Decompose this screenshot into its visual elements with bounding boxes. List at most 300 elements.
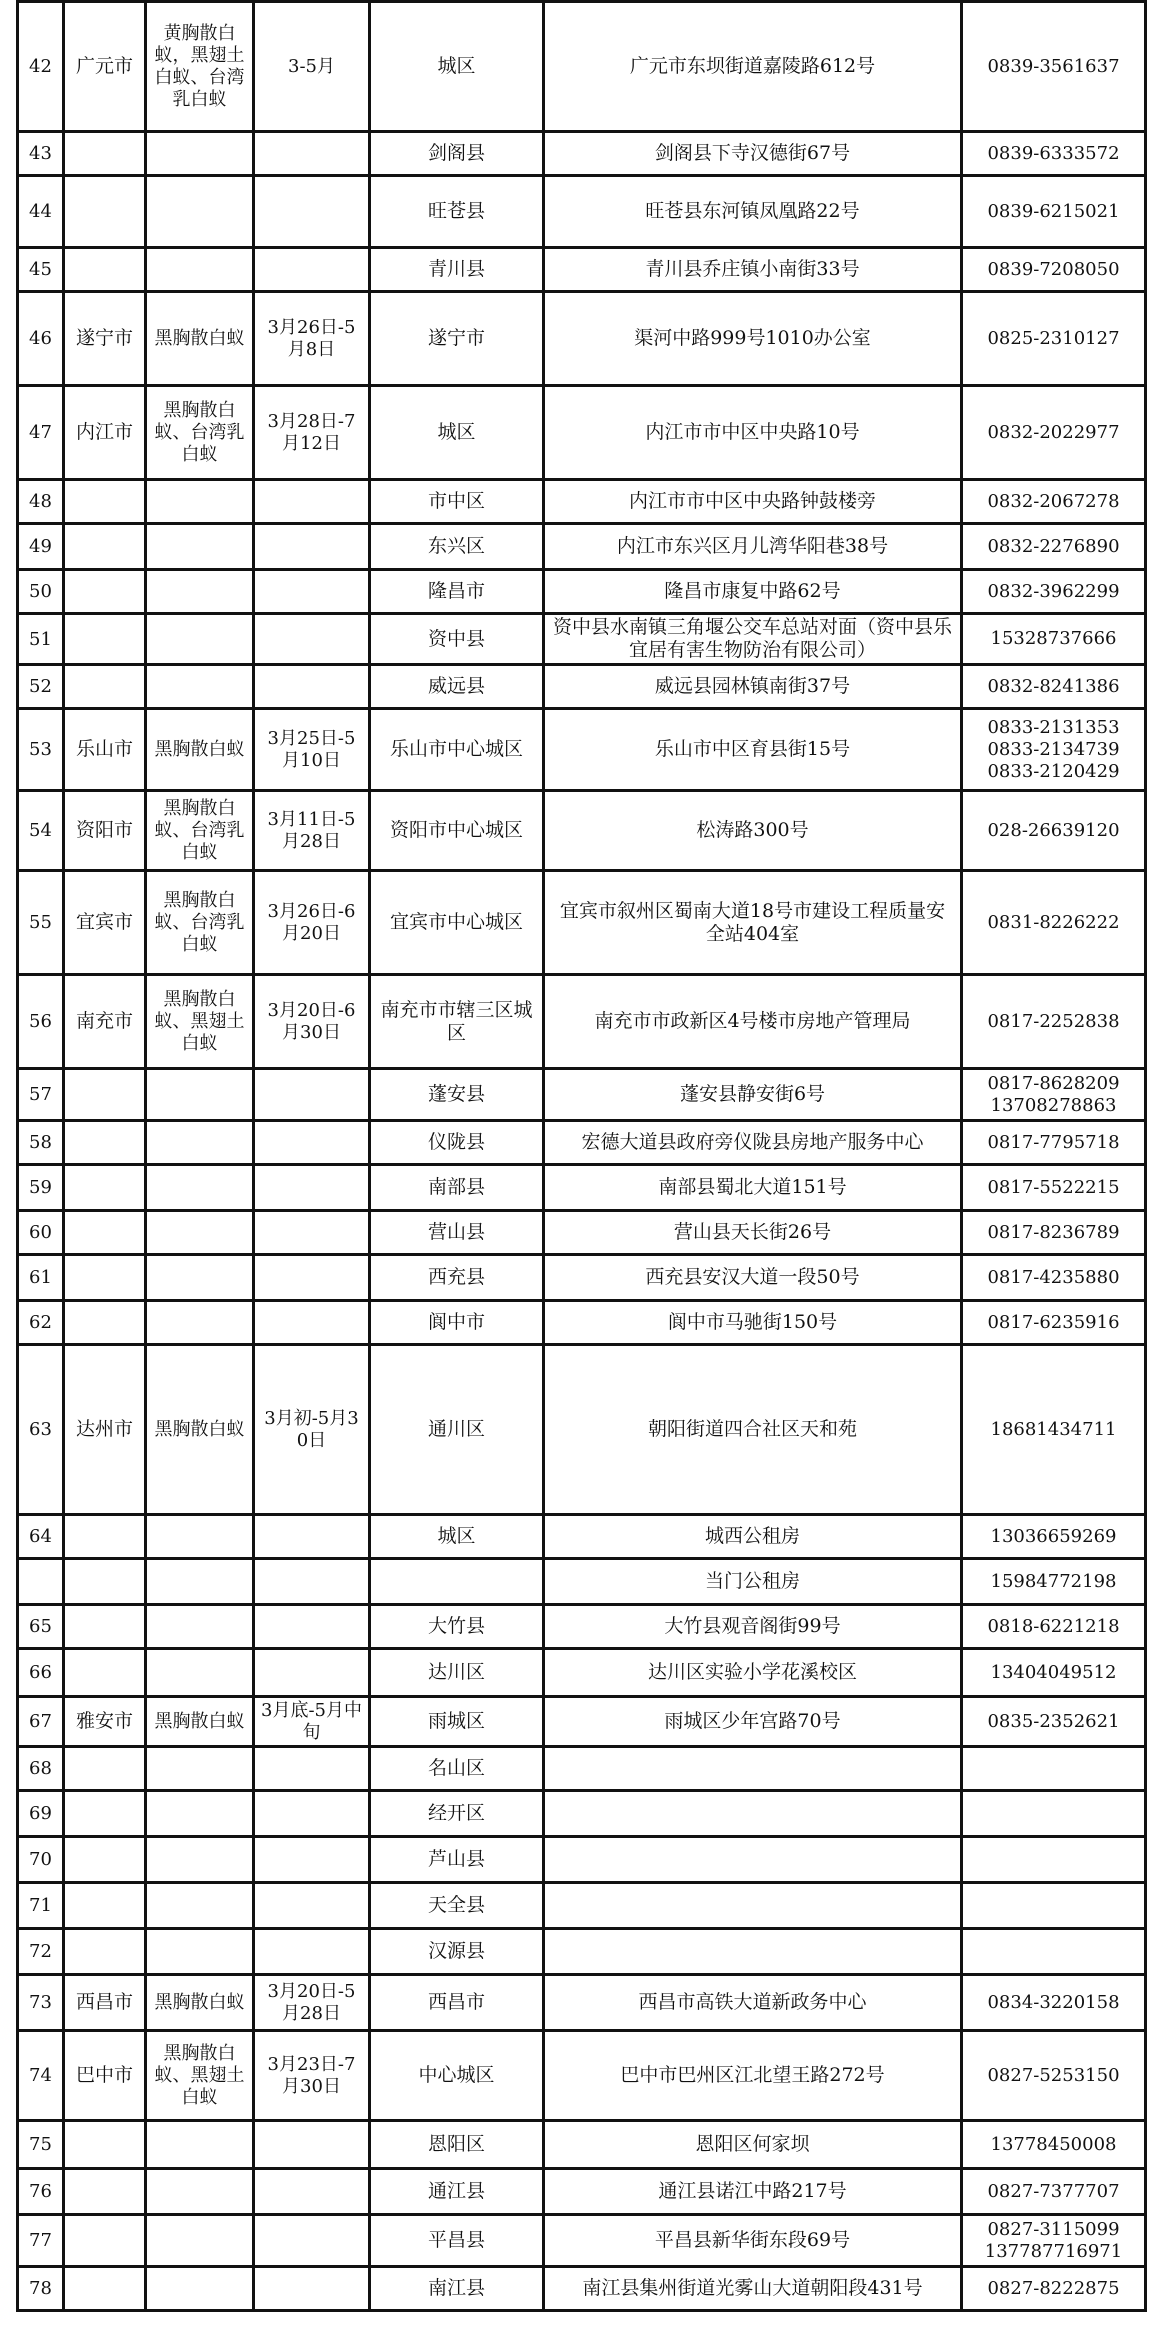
address-cell: 当门公租房: [544, 1559, 962, 1605]
phone-number: 0827-3115099: [987, 2218, 1120, 2240]
city-cell: [64, 1255, 146, 1301]
district-cell: 天全县: [370, 1883, 544, 1929]
phone-cell: [962, 1975, 1146, 2031]
row-number: 50: [18, 570, 64, 614]
table-row: [18, 1697, 1146, 1747]
row-number: 67: [18, 1697, 64, 1747]
phone-cell: [962, 1649, 1146, 1697]
termite-species-cell: [146, 2215, 254, 2267]
phone-number: 0832-2067278: [987, 490, 1120, 512]
swarm-period-cell: [254, 2267, 370, 2311]
city-cell: [64, 2215, 146, 2267]
row-number: 54: [18, 791, 64, 871]
phone-cell: [962, 2031, 1146, 2121]
swarm-period-cell: [254, 1837, 370, 1883]
swarm-period-cell: [254, 1515, 370, 1559]
swarm-period-cell: 3月26日-5月8日: [254, 292, 370, 386]
district-cell: 宜宾市中心城区: [370, 871, 544, 975]
district-cell: 城区: [370, 386, 544, 480]
address-cell: [544, 1747, 962, 1791]
city-cell: [64, 2121, 146, 2169]
city-cell: 资阳市: [64, 791, 146, 871]
district-cell: 威远县: [370, 665, 544, 709]
address-cell: 内江市东兴区月儿湾华阳巷38号: [544, 524, 962, 570]
row-number: 44: [18, 176, 64, 248]
city-cell: [64, 1837, 146, 1883]
swarm-period-cell: 3月11日-5月28日: [254, 791, 370, 871]
termite-office-table: [16, 0, 1147, 2312]
phone-number: 0832-8241386: [987, 675, 1120, 697]
swarm-period-cell: [254, 132, 370, 176]
phone-cell: [962, 614, 1146, 665]
swarm-period-cell: [254, 1747, 370, 1791]
phone-number: 0833-2120429: [987, 760, 1120, 782]
district-cell: 大竹县: [370, 1605, 544, 1649]
table-row: [18, 1837, 1146, 1883]
phone-cell: [962, 1837, 1146, 1883]
swarm-period-cell: [254, 2169, 370, 2215]
district-cell: 西充县: [370, 1255, 544, 1301]
table-row: [18, 1301, 1146, 1345]
swarm-period-cell: [254, 2121, 370, 2169]
row-number: 62: [18, 1301, 64, 1345]
district-cell: 遂宁市: [370, 292, 544, 386]
table-row: [18, 791, 1146, 871]
termite-species-cell: [146, 1837, 254, 1883]
table-row: [18, 1515, 1146, 1559]
table-row: [18, 665, 1146, 709]
city-cell: 内江市: [64, 386, 146, 480]
address-cell: 隆昌市康复中路62号: [544, 570, 962, 614]
address-cell: 通江县诺江中路217号: [544, 2169, 962, 2215]
row-number: 76: [18, 2169, 64, 2215]
phone-number: 0827-5253150: [987, 2064, 1120, 2086]
termite-species-cell: [146, 176, 254, 248]
district-cell: 达川区: [370, 1649, 544, 1697]
phone-cell: [962, 1515, 1146, 1559]
table-row: [18, 1929, 1146, 1975]
city-cell: 广元市: [64, 2, 146, 132]
termite-species-cell: [146, 1301, 254, 1345]
swarm-period-cell: [254, 1649, 370, 1697]
swarm-period-cell: 3月26日-6月20日: [254, 871, 370, 975]
row-number: 75: [18, 2121, 64, 2169]
termite-species-cell: [146, 248, 254, 292]
table-row: [18, 2169, 1146, 2215]
phone-number: 0833-2134739: [987, 738, 1120, 760]
table-row: [18, 1345, 1146, 1515]
row-number: 49: [18, 524, 64, 570]
phone-cell: [962, 1559, 1146, 1605]
address-cell: [544, 1883, 962, 1929]
table-row: [18, 132, 1146, 176]
city-cell: [64, 1605, 146, 1649]
phone-cell: [962, 2169, 1146, 2215]
phone-number: 0832-3962299: [987, 580, 1120, 602]
table-row: [18, 1747, 1146, 1791]
swarm-period-cell: 3月20日-6月30日: [254, 975, 370, 1069]
swarm-period-cell: [254, 2215, 370, 2267]
row-number: 59: [18, 1165, 64, 1211]
address-cell: 营山县天长街26号: [544, 1211, 962, 1255]
swarm-period-cell: [254, 1301, 370, 1345]
row-number: 69: [18, 1791, 64, 1837]
table-row: [18, 1211, 1146, 1255]
termite-species-cell: 黑胸散白蚁: [146, 292, 254, 386]
termite-species-cell: 黑胸散白蚁: [146, 1345, 254, 1515]
district-cell: 通江县: [370, 2169, 544, 2215]
address-cell: 南部县蜀北大道151号: [544, 1165, 962, 1211]
phone-cell: [962, 975, 1146, 1069]
address-cell: 恩阳区何家坝: [544, 2121, 962, 2169]
table-row: [18, 524, 1146, 570]
district-cell: 雨城区: [370, 1697, 544, 1747]
swarm-period-cell: [254, 1121, 370, 1165]
address-cell: 西昌市高铁大道新政务中心: [544, 1975, 962, 2031]
phone-number: 0839-6215021: [987, 200, 1120, 222]
address-cell: 剑阁县下寺汉德街67号: [544, 132, 962, 176]
swarm-period-cell: 3月底-5月中旬: [254, 1697, 370, 1747]
address-cell: 雨城区少年宫路70号: [544, 1697, 962, 1747]
phone-cell: [962, 871, 1146, 975]
termite-species-cell: [146, 1165, 254, 1211]
termite-species-cell: 黄胸散白蚁，黑翅土白蚁、台湾乳白蚁: [146, 2, 254, 132]
city-cell: [64, 1121, 146, 1165]
termite-species-cell: [146, 1069, 254, 1121]
swarm-period-cell: 3月初-5月30日: [254, 1345, 370, 1515]
termite-species-cell: [146, 1649, 254, 1697]
phone-number: 13778450008: [990, 2133, 1117, 2155]
phone-number: 0817-7795718: [987, 1131, 1120, 1153]
address-cell: 平昌县新华街东段69号: [544, 2215, 962, 2267]
phone-cell: [962, 176, 1146, 248]
termite-species-cell: 黑胸散白蚁、台湾乳白蚁: [146, 791, 254, 871]
address-cell: 宏德大道县政府旁仪陇县房地产服务中心: [544, 1121, 962, 1165]
row-number: 43: [18, 132, 64, 176]
city-cell: [64, 176, 146, 248]
row-number: 61: [18, 1255, 64, 1301]
phone-cell: [962, 524, 1146, 570]
row-number: 66: [18, 1649, 64, 1697]
address-cell: 大竹县观音阁街99号: [544, 1605, 962, 1649]
termite-species-cell: [146, 665, 254, 709]
swarm-period-cell: [254, 1165, 370, 1211]
table-row: [18, 2031, 1146, 2121]
city-cell: 遂宁市: [64, 292, 146, 386]
phone-number: 0833-2131353: [987, 716, 1120, 738]
phone-cell: [962, 2, 1146, 132]
phone-cell: [962, 1121, 1146, 1165]
row-number: 46: [18, 292, 64, 386]
address-cell: [544, 1929, 962, 1975]
address-cell: 松涛路300号: [544, 791, 962, 871]
row-number: 56: [18, 975, 64, 1069]
district-cell: 中心城区: [370, 2031, 544, 2121]
phone-number: 0817-4235880: [987, 1266, 1120, 1288]
district-cell: 南部县: [370, 1165, 544, 1211]
termite-species-cell: [146, 1121, 254, 1165]
phone-cell: [962, 292, 1146, 386]
phone-number: 13036659269: [990, 1525, 1117, 1547]
termite-species-cell: [146, 1211, 254, 1255]
city-cell: [64, 1165, 146, 1211]
table-row: [18, 1605, 1146, 1649]
city-cell: [64, 524, 146, 570]
table-row: [18, 1791, 1146, 1837]
swarm-period-cell: 3月23日-7月30日: [254, 2031, 370, 2121]
phone-number: 0839-3561637: [987, 55, 1120, 77]
termite-species-cell: 黑胸散白蚁: [146, 1975, 254, 2031]
phone-number: 0834-3220158: [987, 1991, 1120, 2013]
swarm-period-cell: [254, 1255, 370, 1301]
city-cell: [64, 1649, 146, 1697]
swarm-period-cell: [254, 1605, 370, 1649]
district-cell: [370, 1559, 544, 1605]
district-cell: 经开区: [370, 1791, 544, 1837]
phone-number: 0827-7377707: [987, 2180, 1120, 2202]
phone-cell: [962, 1747, 1146, 1791]
table-row: [18, 709, 1146, 791]
district-cell: 城区: [370, 2, 544, 132]
swarm-period-cell: [254, 1211, 370, 1255]
swarm-period-cell: [254, 665, 370, 709]
address-cell: 渠河中路999号1010办公室: [544, 292, 962, 386]
table-row: [18, 975, 1146, 1069]
phone-number: 0832-2276890: [987, 535, 1120, 557]
termite-species-cell: 黑胸散白蚁: [146, 709, 254, 791]
row-number: 52: [18, 665, 64, 709]
row-number: 77: [18, 2215, 64, 2267]
swarm-period-cell: [254, 1791, 370, 1837]
district-cell: 蓬安县: [370, 1069, 544, 1121]
city-cell: [64, 132, 146, 176]
district-cell: 名山区: [370, 1747, 544, 1791]
termite-species-cell: [146, 1747, 254, 1791]
swarm-period-cell: [254, 480, 370, 524]
table-row: [18, 176, 1146, 248]
phone-number: 13404049512: [990, 1661, 1117, 1683]
swarm-period-cell: 3月20日-5月28日: [254, 1975, 370, 2031]
address-cell: 阆中市马驰街150号: [544, 1301, 962, 1345]
swarm-period-cell: [254, 524, 370, 570]
swarm-period-cell: 3月28日-7月12日: [254, 386, 370, 480]
city-cell: [64, 665, 146, 709]
district-cell: 市中区: [370, 480, 544, 524]
table-row: [18, 570, 1146, 614]
phone-cell: [962, 1069, 1146, 1121]
phone-cell: [962, 480, 1146, 524]
phone-cell: [962, 386, 1146, 480]
phone-number: 0839-6333572: [987, 142, 1120, 164]
phone-number: 15984772198: [990, 1570, 1117, 1592]
phone-cell: [962, 1791, 1146, 1837]
row-number: 78: [18, 2267, 64, 2311]
row-number: 47: [18, 386, 64, 480]
termite-species-cell: [146, 614, 254, 665]
swarm-period-cell: [254, 1559, 370, 1605]
phone-cell: [962, 1929, 1146, 1975]
row-number: 51: [18, 614, 64, 665]
address-cell: [544, 1837, 962, 1883]
termite-species-cell: 黑胸散白蚁、黑翅土白蚁: [146, 2031, 254, 2121]
city-cell: 达州市: [64, 1345, 146, 1515]
phone-number: 0817-6235916: [987, 1311, 1120, 1333]
phone-number: 18681434711: [990, 1418, 1117, 1440]
row-number: 55: [18, 871, 64, 975]
district-cell: 乐山市中心城区: [370, 709, 544, 791]
city-cell: 西昌市: [64, 1975, 146, 2031]
city-cell: 巴中市: [64, 2031, 146, 2121]
table-row: [18, 480, 1146, 524]
address-cell: 宜宾市叙州区蜀南大道18号市建设工程质量安全站404室: [544, 871, 962, 975]
table-row: [18, 614, 1146, 665]
phone-number: 137787716971: [984, 2240, 1123, 2262]
district-cell: 城区: [370, 1515, 544, 1559]
phone-number: 0832-2022977: [987, 421, 1120, 443]
address-cell: 青川县乔庄镇小南街33号: [544, 248, 962, 292]
table-row: [18, 1883, 1146, 1929]
table-row: [18, 292, 1146, 386]
address-cell: 乐山市中区育县街15号: [544, 709, 962, 791]
address-cell: 达川区实验小学花溪校区: [544, 1649, 962, 1697]
address-cell: 内江市市中区中央路10号: [544, 386, 962, 480]
termite-species-cell: [146, 1605, 254, 1649]
phone-number: 0825-2310127: [987, 327, 1120, 349]
district-cell: 平昌县: [370, 2215, 544, 2267]
phone-number: 0818-6221218: [987, 1615, 1120, 1637]
table-row: [18, 2215, 1146, 2267]
termite-species-cell: [146, 570, 254, 614]
city-cell: [64, 1883, 146, 1929]
phone-number: 13708278863: [990, 1094, 1117, 1116]
row-number: 57: [18, 1069, 64, 1121]
city-cell: [64, 570, 146, 614]
row-number: 60: [18, 1211, 64, 1255]
city-cell: 宜宾市: [64, 871, 146, 975]
phone-number: 0827-8222875: [987, 2277, 1120, 2299]
table-row: [18, 871, 1146, 975]
city-cell: [64, 1515, 146, 1559]
phone-number: 0831-8226222: [987, 911, 1120, 933]
phone-number: 0817-2252838: [987, 1010, 1120, 1032]
city-cell: [64, 2169, 146, 2215]
city-cell: [64, 1559, 146, 1605]
row-number: 53: [18, 709, 64, 791]
termite-species-cell: 黑胸散白蚁、台湾乳白蚁: [146, 386, 254, 480]
address-cell: 资中县水南镇三角堰公交车总站对面（资中县乐宜居有害生物防治有限公司）: [544, 614, 962, 665]
phone-cell: [962, 1211, 1146, 1255]
phone-number: 0817-8628209: [987, 1072, 1120, 1094]
district-cell: 恩阳区: [370, 2121, 544, 2169]
table-row: [18, 386, 1146, 480]
phone-cell: [962, 1697, 1146, 1747]
phone-cell: [962, 791, 1146, 871]
phone-cell: [962, 1301, 1146, 1345]
district-cell: 西昌市: [370, 1975, 544, 2031]
district-cell: 剑阁县: [370, 132, 544, 176]
phone-cell: [962, 1255, 1146, 1301]
termite-species-cell: [146, 2267, 254, 2311]
phone-cell: [962, 2215, 1146, 2267]
district-cell: 资阳市中心城区: [370, 791, 544, 871]
address-cell: 朝阳街道四合社区天和苑: [544, 1345, 962, 1515]
termite-species-cell: [146, 1515, 254, 1559]
address-cell: 蓬安县静安街6号: [544, 1069, 962, 1121]
table-row: [18, 1121, 1146, 1165]
swarm-period-cell: [254, 570, 370, 614]
district-cell: 阆中市: [370, 1301, 544, 1345]
table-row: [18, 1165, 1146, 1211]
table-row: [18, 1255, 1146, 1301]
swarm-period-cell: [254, 614, 370, 665]
swarm-period-cell: 3月25日-5月10日: [254, 709, 370, 791]
table-row: [18, 1649, 1146, 1697]
address-cell: 巴中市巴州区江北望王路272号: [544, 2031, 962, 2121]
row-number: 65: [18, 1605, 64, 1649]
address-cell: 威远县园林镇南街37号: [544, 665, 962, 709]
swarm-period-cell: [254, 1929, 370, 1975]
address-cell: [544, 1791, 962, 1837]
phone-number: 0817-8236789: [987, 1221, 1120, 1243]
termite-office-table-container: [16, 0, 1144, 2312]
row-number: 48: [18, 480, 64, 524]
row-number: 71: [18, 1883, 64, 1929]
table-body: [18, 2, 1146, 2311]
phone-cell: [962, 570, 1146, 614]
city-cell: [64, 480, 146, 524]
phone-cell: [962, 2121, 1146, 2169]
district-cell: 青川县: [370, 248, 544, 292]
swarm-period-cell: [254, 248, 370, 292]
district-cell: 隆昌市: [370, 570, 544, 614]
phone-number: 028-26639120: [987, 819, 1120, 841]
phone-number: 15328737666: [990, 628, 1117, 649]
row-number: 63: [18, 1345, 64, 1515]
district-cell: 汉源县: [370, 1929, 544, 1975]
city-cell: [64, 2267, 146, 2311]
phone-cell: [962, 1605, 1146, 1649]
phone-cell: [962, 1165, 1146, 1211]
district-cell: 旺苍县: [370, 176, 544, 248]
phone-cell: [962, 1345, 1146, 1515]
phone-cell: [962, 709, 1146, 791]
termite-species-cell: [146, 2121, 254, 2169]
row-number: 68: [18, 1747, 64, 1791]
row-number: 45: [18, 248, 64, 292]
row-number: 58: [18, 1121, 64, 1165]
swarm-period-cell: [254, 1883, 370, 1929]
table-row: [18, 248, 1146, 292]
table-row: [18, 2267, 1146, 2311]
city-cell: [64, 1929, 146, 1975]
district-cell: 南江县: [370, 2267, 544, 2311]
table-row: [18, 1975, 1146, 2031]
phone-number: 0839-7208050: [987, 258, 1120, 280]
district-cell: 芦山县: [370, 1837, 544, 1883]
termite-species-cell: [146, 1883, 254, 1929]
row-number: 74: [18, 2031, 64, 2121]
termite-species-cell: [146, 1255, 254, 1301]
termite-species-cell: [146, 1929, 254, 1975]
city-cell: [64, 1301, 146, 1345]
row-number: 72: [18, 1929, 64, 1975]
swarm-period-cell: [254, 176, 370, 248]
termite-species-cell: [146, 1791, 254, 1837]
table-row: [18, 1559, 1146, 1605]
row-number: 73: [18, 1975, 64, 2031]
city-cell: [64, 1791, 146, 1837]
phone-cell: [962, 132, 1146, 176]
